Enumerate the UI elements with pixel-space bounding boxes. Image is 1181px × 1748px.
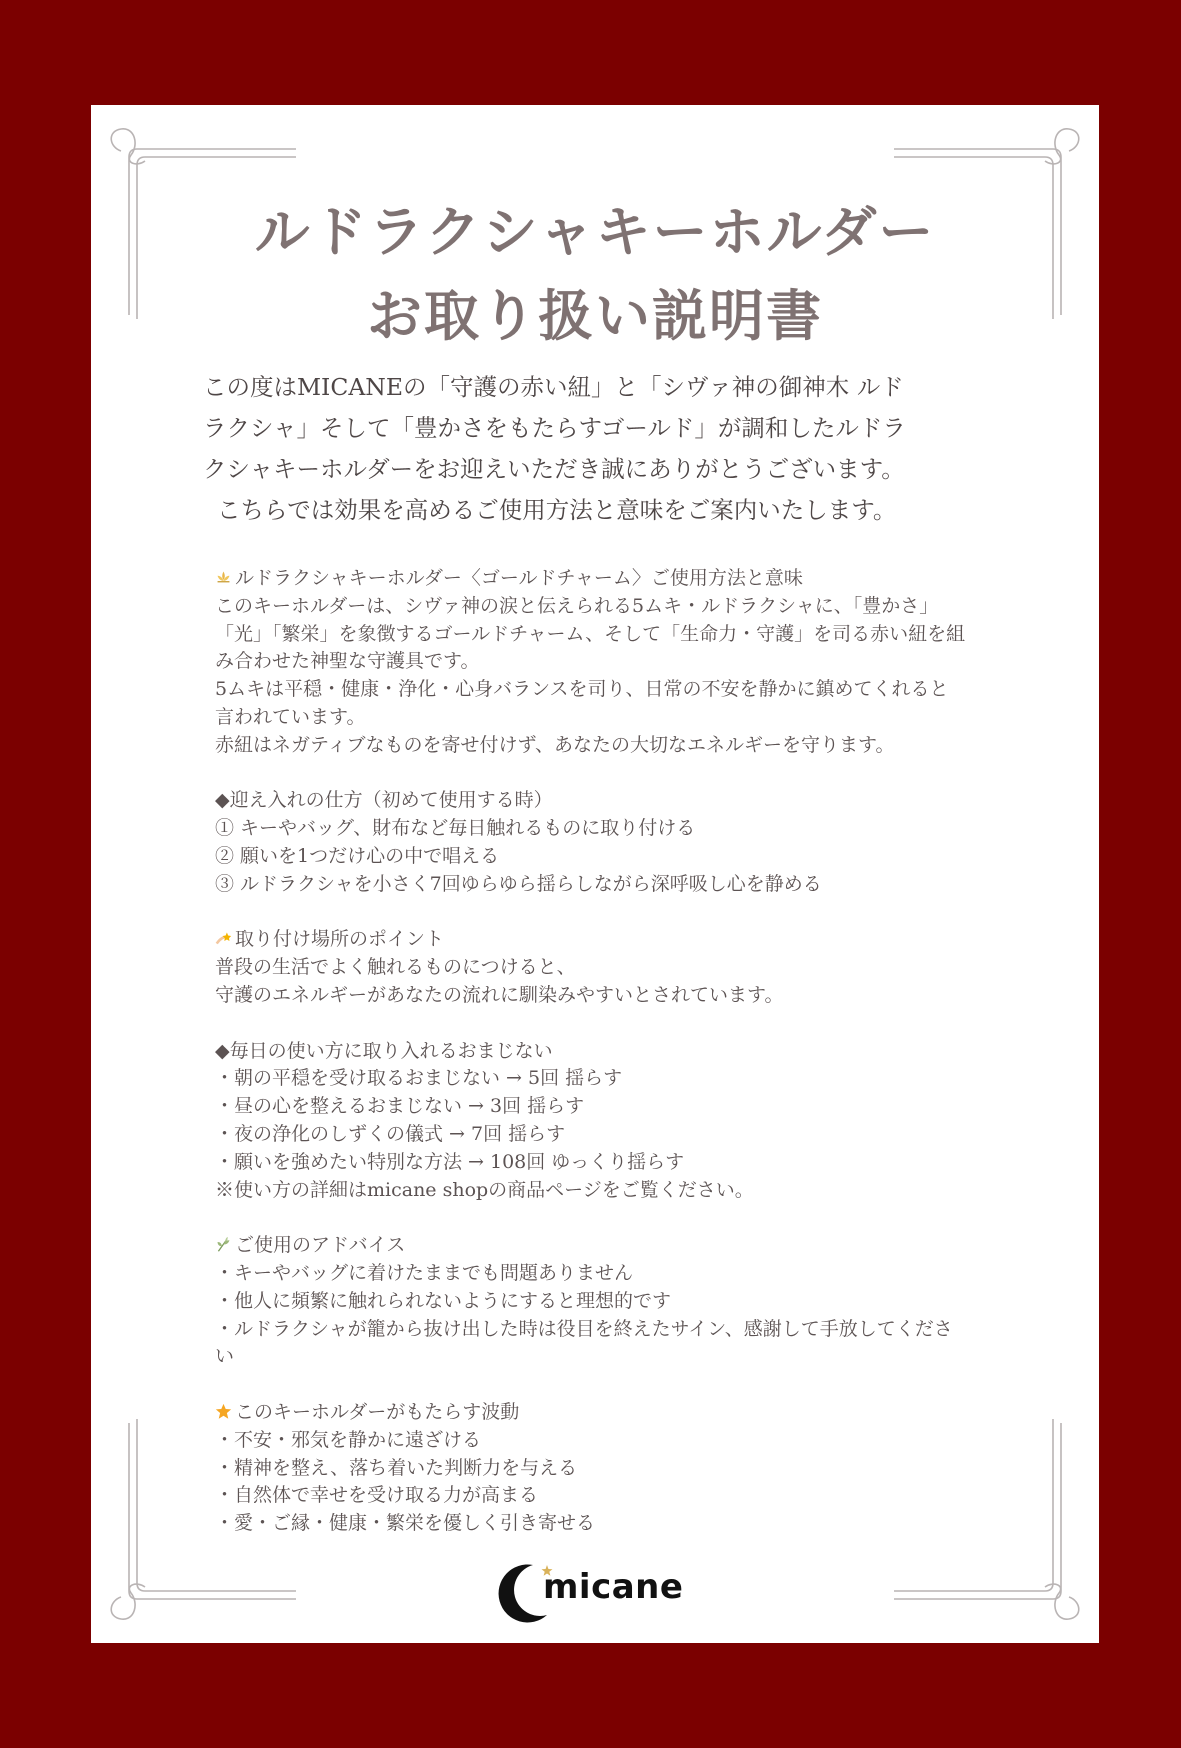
section-heading-vibration [215,1399,1045,1427]
lotus-icon [215,569,232,586]
shooting-star-icon [215,930,232,947]
section-heading-placement [215,926,1045,954]
body-line: ・昼の心を整えるおまじない → 3回 揺らす [215,1095,585,1118]
intro-paragraph [203,367,1003,531]
intro-line: ラクシャ」そして「豊かさをもたらすゴールド」が調和したルドラ [203,414,906,442]
body-line: 5ムキは平穏・健康・浄化・心身バランスを司り、日常の不安を静かに鎮めてくれると [215,678,949,701]
body-line: ※使い方の詳細はmicane shopの商品ページをご覧ください。 [215,1178,754,1201]
body-line: ③ ルドラクシャを小さく7回ゆらゆら揺らしながら深呼吸し心を静める [215,872,822,895]
section-heading-text: ルドラクシャキーホルダー〈ゴールドチャーム〉ご使用方法と意味 [235,567,803,589]
body-line: ・他人に頻繁に触れられないようにすると理想的です [215,1289,672,1312]
body-line: み合わせた神聖な守護具です。 [215,650,480,673]
body-line: ・不安・邪気を静かに遠ざける [215,1428,482,1451]
instruction-card [91,105,1099,1643]
body-line: ・夜の浄化のしずくの儀式 → 7回 揺らす [215,1122,566,1145]
body-line: ・朝の平穏を受け取るおまじない → 5回 揺らす [215,1067,623,1090]
body-line: ・精神を整え、落ち着いた判断力を与える [215,1456,578,1479]
body-line: ・愛・ご縁・健康・繁栄を優しく引き寄せる [215,1512,596,1535]
body-line: ① キーやバッグ、財布など毎日触れるものに取り付ける [215,817,696,840]
section-heading-welcome: ◆迎え入れの仕方（初めて使用する時） [215,789,553,812]
instructions-body [215,565,1045,1538]
body-line: 赤紐はネガティブなものを寄せ付けず、あなたの大切なエネルギーを守ります。 [215,733,895,756]
body-line: い [215,1345,235,1368]
body-line: ・キーやバッグに着けたままでも問題ありません [215,1261,634,1284]
intro-line: この度はMICANEの「守護の赤い紐」と「シヴァ神の御神木 ルド [203,373,904,401]
micane-logo [495,1557,695,1627]
body-line: このキーホルダーは、シヴァ神の涙と伝えられる5ムキ・ルドラクシャに、「豊かさ」 [215,594,939,617]
body-line: ② 願いを1つだけ心の中で唱える [215,844,500,867]
body-line: 守護のエネルギーがあなたの流れに馴染みやすいとされています。 [215,983,784,1006]
body-line: 普段の生活でよく触れるものにつけると、 [215,956,576,979]
body-line: 言われています。 [215,705,366,728]
body-line: ・自然体で幸せを受け取る力が高まる [215,1484,539,1507]
section-heading-meaning [215,565,1045,593]
intro-line: クシャキーホルダーをお迎えいただき誠にありがとうございます。 [203,455,905,483]
section-heading-text: このキーホルダーがもたらす波動 [235,1400,520,1423]
body-line: 「光」「繁栄」を象徴するゴールドチャーム、そして「生命力・守護」を司る赤い紐を組 [215,622,966,645]
section-heading-text: 取り付け場所のポイント [235,928,445,951]
logo-wordmark: micane [543,1567,684,1607]
star-icon [215,1403,232,1420]
title-line-2: お取り扱い説明書 [366,284,823,348]
body-line: ・ルドラクシャが籠から抜け出した時は役目を終えたサイン、感謝して手放してくださ [215,1317,953,1340]
intro-line: こちらでは効果を高めるご使用方法と意味をご案内いたします。 [217,496,897,524]
section-heading-daily: ◆毎日の使い方に取り入れるおまじない [215,1039,553,1062]
section-heading-advice [215,1232,1045,1260]
section-heading-text: ご使用のアドバイス [235,1234,406,1257]
body-line: ・願いを強めたい特別な方法 → 108回 ゆっくり揺らす [215,1150,685,1173]
title-line-1: ルドラクシャキーホルダー [254,200,936,264]
herb-icon [215,1236,232,1253]
